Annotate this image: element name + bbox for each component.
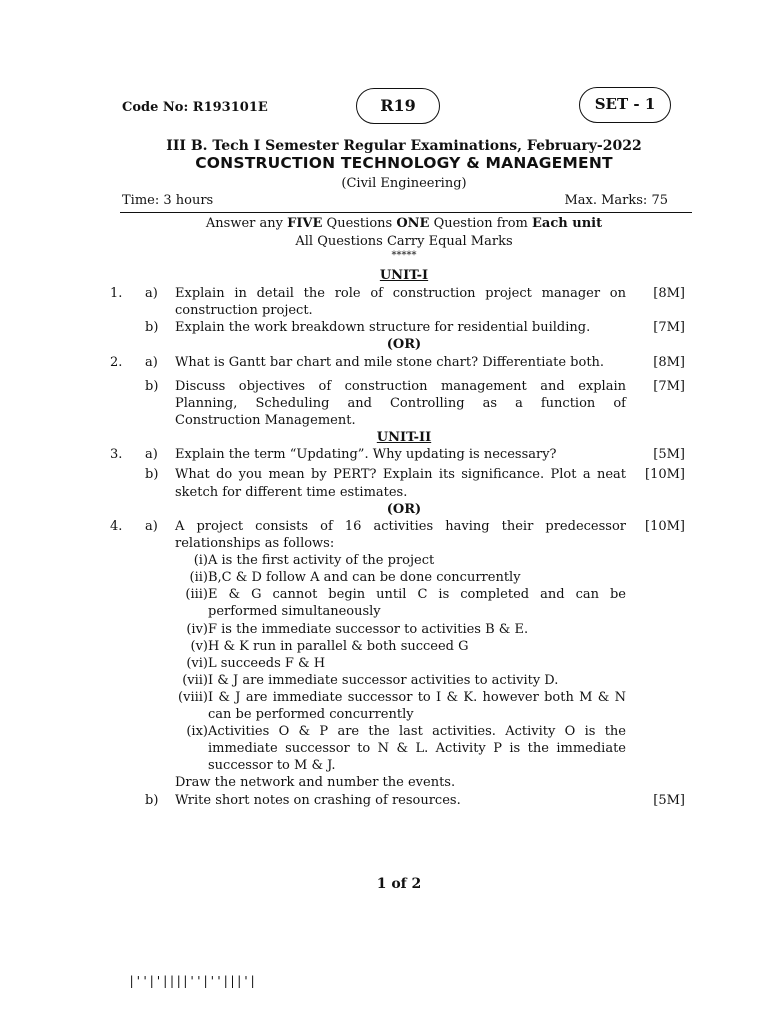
q3b-label: b) bbox=[145, 467, 159, 482]
q1a-marks: [8M] bbox=[653, 286, 685, 301]
q4b-marks: [5M] bbox=[653, 793, 685, 808]
instr-bold: ONE bbox=[396, 216, 430, 231]
q2a-label: a) bbox=[145, 355, 158, 370]
q2b-marks: [7M] bbox=[653, 379, 685, 394]
q4-item-number: (viii) bbox=[178, 690, 208, 705]
q2b-text-line-2: Planning, Scheduling and Controlling as a function of bbox=[175, 396, 626, 411]
q4-item-text: A is the first activity of the project bbox=[208, 553, 435, 568]
q2a-marks: [8M] bbox=[653, 355, 685, 370]
regulation-badge: R19 bbox=[356, 88, 440, 124]
q4a-text-line-2: relationships as follows: bbox=[175, 536, 335, 551]
q4-item-text: L succeeds F & H bbox=[208, 656, 326, 671]
stars-separator: ***** bbox=[391, 250, 417, 261]
q1b-text: Explain the work breakdown structure for residential building. bbox=[175, 320, 591, 335]
q4-item-number: (iv) bbox=[186, 622, 208, 637]
instr-text: Questions bbox=[322, 216, 397, 231]
instruction-line-1 bbox=[0, 215, 768, 232]
q4-item-text: I & J are immediate successor activities to activity D. bbox=[208, 673, 559, 688]
q1a-label: a) bbox=[145, 286, 158, 301]
q3b-marks: [10M] bbox=[645, 467, 685, 482]
subject-title: CONSTRUCTION TECHNOLOGY & MANAGEMENT bbox=[195, 154, 613, 172]
q4-item-number: (ix) bbox=[186, 724, 208, 739]
q1a-text-line-2: construction project. bbox=[175, 303, 313, 318]
q3a-label: a) bbox=[145, 447, 158, 462]
q2b-label: b) bbox=[145, 379, 159, 394]
instruction-line-2: All Questions Carry Equal Marks bbox=[295, 234, 513, 249]
instr-bold: FIVE bbox=[287, 216, 323, 231]
q4-item-text-cont: successor to M & J. bbox=[208, 758, 336, 773]
q4a-marks: [10M] bbox=[645, 519, 685, 534]
q4-item-number: (vii) bbox=[182, 673, 208, 688]
q4-item-number: (v) bbox=[190, 639, 208, 654]
q4b-text: Write short notes on crashing of resources. bbox=[175, 793, 461, 808]
q4-item-text: E & G cannot begin until C is completed and can be bbox=[208, 587, 626, 602]
q4-item-number: (ii) bbox=[189, 570, 208, 585]
q4-number: 4. bbox=[110, 519, 123, 534]
instr-text: Question from bbox=[429, 216, 533, 231]
q2b-text-line-1: Discuss objectives of construction management and explain bbox=[175, 379, 626, 394]
or-separator: (OR) bbox=[386, 337, 422, 352]
q3b-text-line-2: sketch for different time estimates. bbox=[175, 485, 408, 500]
q4-item-text: H & K run in parallel & both succeed G bbox=[208, 639, 469, 654]
q3-number: 3. bbox=[110, 447, 123, 462]
header-divider bbox=[120, 212, 692, 213]
q3a-marks: [5M] bbox=[653, 447, 685, 462]
q1b-label: b) bbox=[145, 320, 159, 335]
exam-title: III B. Tech I Semester Regular Examinations, February-2022 bbox=[166, 138, 642, 154]
q4a-text-line-1: A project consists of 16 activities having their predecessor bbox=[175, 519, 626, 534]
branch: (Civil Engineering) bbox=[341, 176, 467, 191]
q4-item-number: (i) bbox=[193, 553, 208, 568]
q4-item-text: Activities O & P are the last activities. Activity O is the bbox=[208, 724, 626, 739]
code-number: Code No: R193101E bbox=[122, 100, 268, 115]
barcode: |''|'||||''|''|||'| bbox=[128, 974, 256, 988]
q2-number: 2. bbox=[110, 355, 123, 370]
q3b-text-line-1: What do you mean by PERT? Explain its significance. Plot a neat bbox=[175, 467, 626, 482]
q4a-label: a) bbox=[145, 519, 158, 534]
q1a-text-line-1: Explain in detail the role of construction project manager on bbox=[175, 286, 626, 301]
q1b-marks: [7M] bbox=[653, 320, 685, 335]
unit-2-heading: UNIT-II bbox=[376, 430, 432, 445]
page-number: 1 of 2 bbox=[376, 876, 422, 892]
max-marks: Max. Marks: 75 bbox=[564, 193, 668, 208]
q4-item-number: (vi) bbox=[186, 656, 208, 671]
or-separator: (OR) bbox=[386, 502, 422, 517]
q4-draw-instruction: Draw the network and number the events. bbox=[175, 775, 456, 790]
q3a-text: Explain the term “Updating”. Why updating is necessary? bbox=[175, 447, 557, 462]
q4-item-text: B,C & D follow A and can be done concurrently bbox=[208, 570, 521, 585]
q4-item-number: (iii) bbox=[185, 587, 208, 602]
instr-bold: Each unit bbox=[532, 216, 603, 231]
q4-item-text: F is the immediate successor to activities B & E. bbox=[208, 622, 529, 637]
q4-item-text-cont: can be performed concurrently bbox=[208, 707, 414, 722]
q1-number: 1. bbox=[110, 286, 123, 301]
q2b-text-line-3: Construction Management. bbox=[175, 413, 356, 428]
q4-item-text-cont: immediate successor to N & L. Activity P is the immediate bbox=[208, 741, 626, 756]
set-badge: SET - 1 bbox=[579, 87, 671, 123]
q4-item-text-cont: performed simultaneously bbox=[208, 604, 381, 619]
q4-item-text: I & J are immediate successor to I & K. however both M & N bbox=[208, 690, 626, 705]
instr-text: Answer any bbox=[205, 216, 288, 231]
q4b-label: b) bbox=[145, 793, 159, 808]
time-allowed: Time: 3 hours bbox=[122, 193, 214, 208]
q2a-text: What is Gantt bar chart and mile stone chart? Differentiate both. bbox=[175, 355, 605, 370]
unit-1-heading: UNIT-I bbox=[379, 268, 429, 283]
